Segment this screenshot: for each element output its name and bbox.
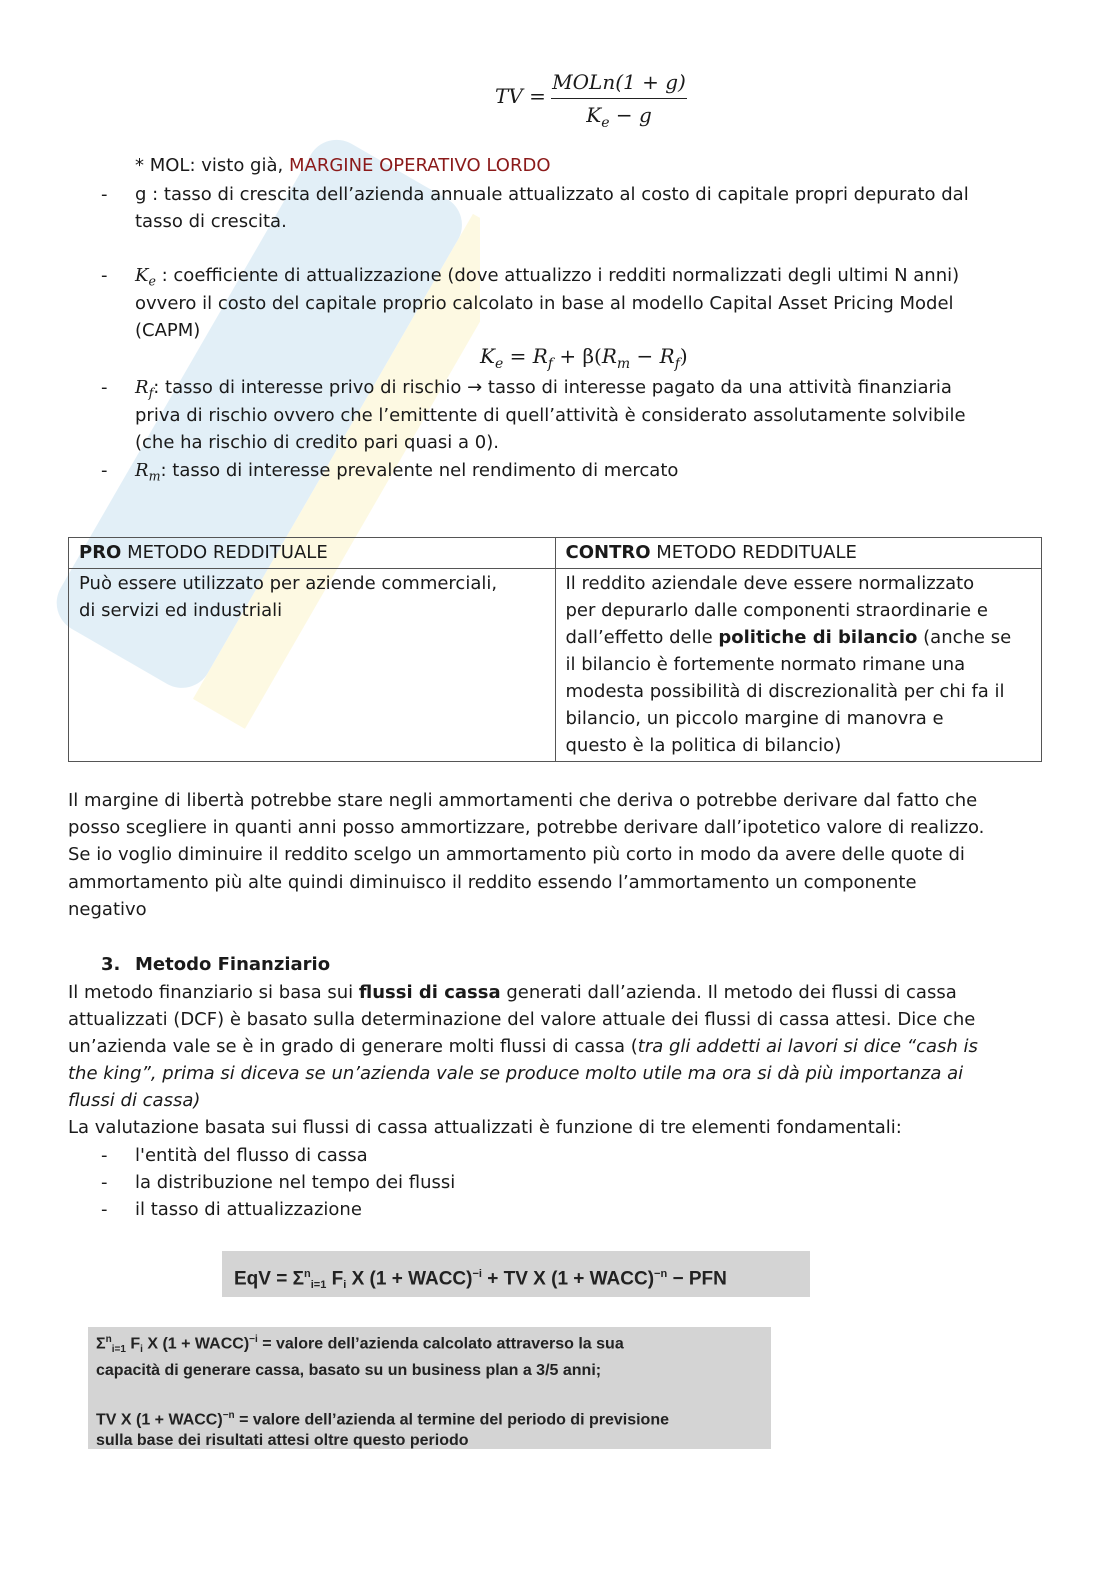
capm-formula: $K_e = R_f + \beta(R_m - R_f)$ <box>480 344 688 372</box>
bullet-dash: - <box>101 460 108 481</box>
paragraph-line: posso scegliere in quanti anni posso ammortizzare, potrebbe derivare dall’ipotetico valore di realizzo. <box>68 817 985 838</box>
rm-definition: $R_m$: tasso di interesse prevalente nel rendimento di mercato <box>135 460 679 484</box>
paragraph-line: flussi di cassa) <box>68 1090 201 1111</box>
list-item: il tasso di attualizzazione <box>135 1199 362 1220</box>
bullet-dash: - <box>101 1172 108 1193</box>
mol-note: * MOL: visto già, MARGINE OPERATIVO LORDO <box>135 155 551 176</box>
ke-definition-line2: ovvero il costo del capitale proprio calcolato in base al modello Capital Asset Pricing Model <box>135 293 954 314</box>
rf-definition-line2: priva di rischio ovvero che l’emittente di quell’attività è considerato assolutamente solvibile <box>135 405 966 426</box>
eqv-formula-box: EqV = $\Sigma^n_{i=1}$ $F_i$ X (1 + WACC)$^{-i}$ + TV X (1 + WACC)$^{-n}$ − PFN <box>222 1251 810 1297</box>
pro-contro-table <box>68 537 1042 762</box>
list-item: la distribuzione nel tempo dei flussi <box>135 1172 456 1193</box>
paragraph-line: negativo <box>68 899 147 920</box>
paragraph-line: Il margine di libertà potrebbe stare negli ammortamenti che deriva o potrebbe derivare dal fatto che <box>68 790 978 811</box>
list-item: l'entità del flusso di cassa <box>135 1145 368 1166</box>
paragraph-line: the king”, prima si diceva se un’azienda vale se produce molto utile ma ora si dà più importanza ai <box>68 1063 964 1084</box>
table-row <box>69 569 1042 762</box>
contro-header: CONTRO METODO REDDITUALE <box>555 538 1042 569</box>
bullet-dash: - <box>101 377 108 398</box>
bullet-dash: - <box>101 1199 108 1220</box>
paragraph-line: attualizzati (DCF) è basato sulla determinazione del valore attuale dei flussi di cassa attesi. Dice che <box>68 1009 976 1030</box>
table-header-row <box>69 538 1042 569</box>
paragraph-line: ammortamento più alte quindi diminuisco il reddito essendo l’ammortamento un componente <box>68 872 917 893</box>
mol-highlight: MARGINE OPERATIVO LORDO <box>288 155 551 176</box>
tv-formula: TV = MOLn(1 + g) $K_e - g$ <box>495 70 686 131</box>
section-title: Metodo Finanziario <box>135 954 331 975</box>
eqv-explanation-box <box>88 1327 771 1449</box>
section-number: 3. <box>101 954 121 975</box>
paragraph-line: La valutazione basata sui flussi di cassa attualizzati è funzione di tre elementi fondamentali: <box>68 1117 902 1138</box>
bullet-dash: - <box>101 265 108 286</box>
bullet-dash: - <box>101 184 108 205</box>
contro-body: Il reddito aziendale deve essere normalizzato per depurarlo dalle componenti straordinarie e dall’effetto delle politiche di bilancio (anche se il bilancio è fortemente normato rimane una modesta possibilità di discrezionalità per chi fa il bilancio, un piccolo margine di manovra e questo è la politica di bilancio) <box>555 569 1042 762</box>
rf-definition-line1: $R_f$: tasso di interesse privo di rischio → tasso di interesse pagato da una attività finanziaria <box>135 377 952 401</box>
ke-definition-line1: $K_e$ : coefficiente di attualizzazione (dove attualizzo i redditi normalizzati degli ultimi N anni) <box>135 265 960 289</box>
explanation-line: capacità di generare cassa, basato su un business plan a 3/5 anni; <box>96 1361 602 1379</box>
explanation-line: sulla base dei risultati attesi oltre questo periodo <box>96 1432 469 1450</box>
paragraph-line: un’azienda vale se è in grado di generare molti flussi di cassa (tra gli addetti ai lavori si dice “cash is <box>68 1036 978 1057</box>
bullet-dash: - <box>101 1145 108 1166</box>
ke-definition-line3: (CAPM) <box>135 320 201 341</box>
paragraph-line: Il metodo finanziario si basa sui flussi di cassa generati dall’azienda. Il metodo dei flussi di cassa <box>68 982 957 1003</box>
pro-header: PRO METODO REDDITUALE <box>69 538 556 569</box>
paragraph-line: Se io voglio diminuire il reddito scelgo un ammortamento più corto in modo da avere delle quote di <box>68 844 965 865</box>
tv-formula-lhs: TV = <box>495 84 546 108</box>
explanation-line: TV X (1 + WACC)$^{-n}$ = valore dell’azienda al termine del periodo di previsione <box>96 1409 669 1429</box>
pro-body: Può essere utilizzato per aziende commerciali, di servizi ed industriali <box>69 569 556 762</box>
tv-formula-ke: K <box>586 103 602 127</box>
tv-formula-numerator: MOLn(1 + g) <box>552 70 686 94</box>
rf-definition-line3: (che ha rischio di credito pari quasi a 0). <box>135 432 499 453</box>
explanation-line: $\Sigma^n_{i=1}$ $F_i$ X (1 + WACC)$^{-i}$ = valore dell’azienda calcolato attraverso la sua <box>96 1334 624 1355</box>
g-definition-line1: g : tasso di crescita dell’azienda annuale attualizzato al costo di capitale propri depurato dal <box>135 184 969 205</box>
g-definition-line2: tasso di crescita. <box>135 211 287 232</box>
